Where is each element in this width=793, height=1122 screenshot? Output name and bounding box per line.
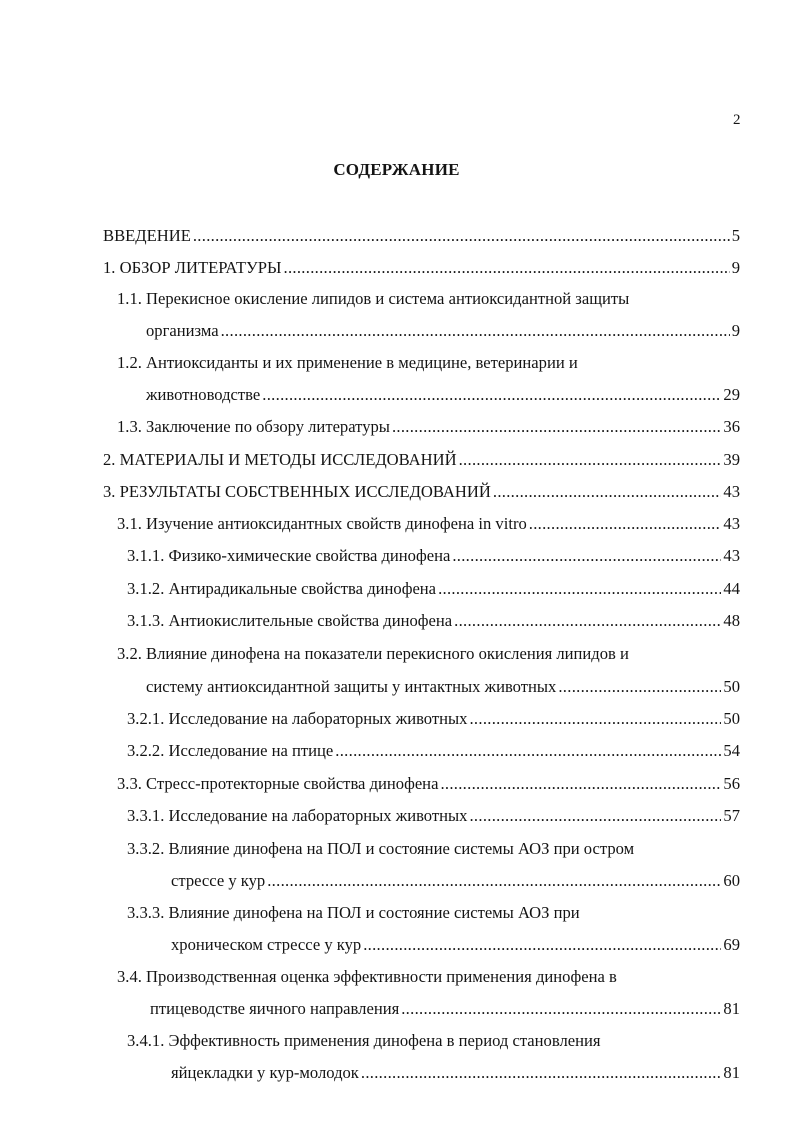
toc-entry xyxy=(103,225,740,247)
toc-entry-text: 3.1.2. Антирадикальные свойства динофена xyxy=(127,579,437,598)
toc-entry-text: хроническом стрессе у кур xyxy=(171,935,362,954)
leader-dots xyxy=(193,225,730,247)
toc-title: СОДЕРЖАНИЕ xyxy=(333,160,460,179)
leader-dots xyxy=(335,740,721,762)
toc-entry-page: 48 xyxy=(723,611,740,630)
leader-dots xyxy=(361,1062,722,1084)
leader-dots xyxy=(438,578,721,600)
leader-dots xyxy=(363,934,721,956)
leader-dots xyxy=(452,545,721,567)
toc-entry-text: систему антиоксидантной защиты у интактных животных xyxy=(146,677,557,696)
toc-entry-text: 3.1. Изучение антиоксидантных свойств динофена in vitro xyxy=(117,514,527,533)
toc-entry xyxy=(103,257,740,279)
toc-entry-page: 29 xyxy=(723,385,740,404)
toc-entry-text: 3.2. Влияние динофена на показатели перекисного окисления липидов и xyxy=(117,644,629,663)
toc-entry-text: стрессе у кур xyxy=(171,871,266,890)
leader-dots xyxy=(267,870,721,892)
toc-entry-text: 3.3.1. Исследование на лабораторных животных xyxy=(127,806,468,825)
toc-entry-text: 3.4. Производственная оценка эффективности применения динофена в xyxy=(117,967,617,986)
toc-entry-text: 1.2. Антиоксиданты и их применение в медицине, ветеринарии и xyxy=(117,353,578,372)
toc-entry-page: 54 xyxy=(723,741,740,760)
toc-entry-page: 69 xyxy=(723,935,740,954)
toc-entry-text: 3.3. Стресс-протекторные свойства динофена xyxy=(117,774,439,793)
leader-dots xyxy=(469,805,721,827)
toc-entry xyxy=(127,578,740,600)
leader-dots xyxy=(284,257,730,279)
toc-entry xyxy=(117,966,617,988)
toc-entry-page: 9 xyxy=(731,258,740,277)
toc-entry xyxy=(146,320,740,342)
toc-entry xyxy=(171,870,740,892)
leader-dots xyxy=(262,384,721,406)
toc-entry-page: 56 xyxy=(723,774,740,793)
toc-entry-page: 5 xyxy=(731,226,740,245)
toc-entry-page: 43 xyxy=(723,546,740,565)
toc-entry xyxy=(103,449,740,471)
leader-dots xyxy=(558,676,721,698)
toc-entry xyxy=(117,352,578,374)
toc-entry xyxy=(103,481,740,503)
toc-entry xyxy=(127,545,740,567)
toc-entry xyxy=(127,708,740,730)
toc-entry-text: 1.3. Заключение по обзору литературы xyxy=(117,417,390,436)
toc-entry xyxy=(117,288,629,310)
toc-entry-page: 43 xyxy=(723,482,740,501)
page-number: 2 xyxy=(733,112,741,128)
toc-entry xyxy=(127,838,634,860)
toc-entry-text: организма xyxy=(146,321,219,340)
toc-entry xyxy=(117,773,740,795)
toc-entry xyxy=(150,998,740,1020)
leader-dots xyxy=(454,610,721,632)
toc-entry-page: 81 xyxy=(723,1063,740,1082)
toc-entry xyxy=(127,805,740,827)
leader-dots xyxy=(469,708,721,730)
toc-entry-text: 3.3.2. Влияние динофена на ПОЛ и состояние системы АОЗ при остром xyxy=(127,839,635,858)
toc-entry xyxy=(117,416,740,438)
leader-dots xyxy=(440,773,721,795)
toc-entry-page: 44 xyxy=(723,579,740,598)
toc-entry-page: 81 xyxy=(723,999,740,1018)
toc-entry-text: 3.2.1. Исследование на лабораторных животных xyxy=(127,709,468,728)
toc-entry xyxy=(127,902,580,924)
toc-entry-text: ВВЕДЕНИЕ xyxy=(103,226,191,245)
leader-dots xyxy=(459,449,722,471)
toc-entry-text: 2. МАТЕРИАЛЫ И МЕТОДЫ ИССЛЕДОВАНИЙ xyxy=(103,450,457,469)
toc-entry-text: 1. ОБЗОР ЛИТЕРАТУРЫ xyxy=(103,258,282,277)
toc-entry-text: яйцекладки у кур-молодок xyxy=(171,1063,359,1082)
toc-entry-text: 3. РЕЗУЛЬТАТЫ СОБСТВЕННЫХ ИССЛЕДОВАНИЙ xyxy=(103,482,491,501)
toc-entry-text: 3.1.1. Физико-химические свойства динофена xyxy=(127,546,451,565)
toc-entry xyxy=(146,676,740,698)
toc-entry xyxy=(117,513,740,535)
toc-entry-page: 60 xyxy=(723,871,740,890)
toc-entry-page: 43 xyxy=(723,514,740,533)
toc-entry-text: птицеводстве яичного направления xyxy=(150,999,400,1018)
leader-dots xyxy=(221,320,730,342)
toc-entry-text: 3.3.3. Влияние динофена на ПОЛ и состояние системы АОЗ при xyxy=(127,903,580,922)
toc-entry-page: 50 xyxy=(723,677,740,696)
toc-entry-page: 57 xyxy=(723,806,740,825)
leader-dots xyxy=(529,513,722,535)
toc-entry-page: 9 xyxy=(731,321,740,340)
toc-entry-text: 3.1.3. Антиокислительные свойства динофена xyxy=(127,611,453,630)
toc-entry-page: 39 xyxy=(723,450,740,469)
leader-dots xyxy=(493,481,722,503)
leader-dots xyxy=(401,998,721,1020)
toc-entry xyxy=(146,384,740,406)
toc-entry-text: 3.2.2. Исследование на птице xyxy=(127,741,334,760)
toc-entry xyxy=(117,643,629,665)
toc-entry-text: 3.4.1. Эффективность применения динофена в период становления xyxy=(127,1031,601,1050)
toc-entry-text: 1.1. Перекисное окисление липидов и система антиоксидантной защиты xyxy=(117,289,630,308)
toc-entry-text: животноводстве xyxy=(146,385,261,404)
toc-entry xyxy=(127,610,740,632)
toc-entry xyxy=(127,1030,601,1052)
leader-dots xyxy=(392,416,721,438)
toc-entry xyxy=(127,740,740,762)
toc-entry-page: 50 xyxy=(723,709,740,728)
toc-entry xyxy=(171,1062,740,1084)
toc-entry-page: 36 xyxy=(723,417,740,436)
toc-entry xyxy=(171,934,740,956)
